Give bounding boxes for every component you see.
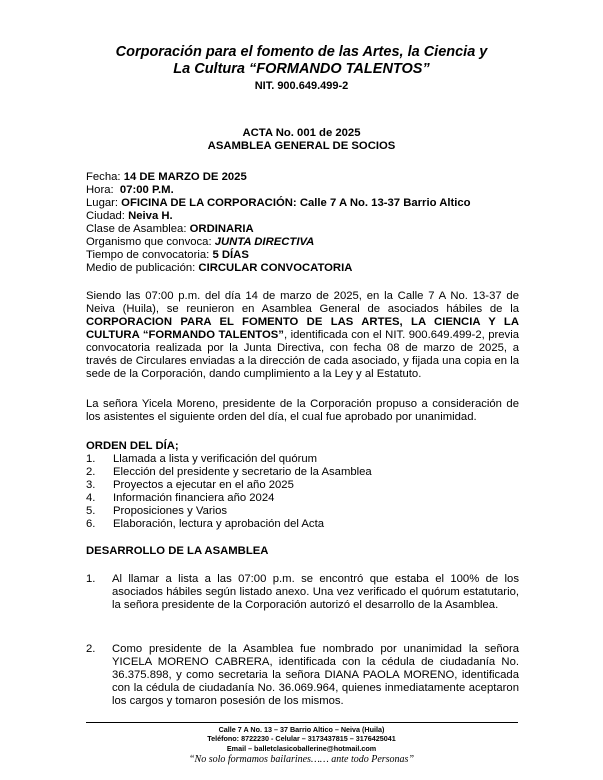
letterhead — [0, 44, 603, 93]
agenda-list — [86, 453, 519, 531]
development-title: DESARROLLO DE LA ASAMBLEA — [86, 545, 269, 557]
acta-subtitle: ASAMBLEA GENERAL DE SOCIOS — [207, 140, 396, 152]
agenda-item: 5. Proposiciones y Varios — [86, 505, 228, 517]
footer-address: Calle 7 A No. 13 – 37 Barrio Altico – Neiva (Huila) — [218, 725, 385, 734]
footer — [0, 725, 603, 766]
opening-paragraph: Siendo las 07:00 p.m. del día 14 de marzo de 2025, en la Calle 7 A No. 13-37 de Neiva (Huila), se reunieron en Asamblea General de asociados hábiles de la CORPORACION PARA EL FOMENTO DE LAS ARTES, LA CIENCIA Y LA CULTURA “FORMANDO TALENTOS”, identificada con el NIT. 900.649.499-2, previa convocatoria realizada por la Junta Directiva, con fecha 08 de marzo de 2025, a través de Circulares enviadas a la dirección de cada asociado, y fijada una copia en la sede de la Corporación, dando cumplimiento a la Ley y al Estatuto. — [86, 290, 519, 380]
agenda-item: 6. Elaboración, lectura y aprobación del Acta — [86, 518, 325, 530]
development-item: 2. Como presidente de la Asamblea fue nombrado por unanimidad la señora YICELA MORENO CABRERA, identificada con la cédula de ciudadanía No. 36.375.898, y como secretaria la señora DIANA PAOLA MORENO, identificada con la cédula de ciudadanía No. 36.069.964, quienes inmediatamente aceptaron los cargos y tomaron posesión de los mismos. — [86, 643, 519, 707]
acta-title — [0, 127, 603, 153]
organization-name-line1: Corporación para el fomento de las Artes, la Ciencia y — [115, 44, 488, 60]
field-tiempo-convocatoria: Tiempo de convocatoria: 5 DÍAS — [86, 249, 249, 261]
agenda-item: 1. Llamada a lista y verificación del quórum — [86, 453, 318, 465]
agenda-title: ORDEN DEL DÍA; — [86, 440, 179, 452]
footer-divider — [86, 722, 518, 723]
organization-name-line2: La Cultura “FORMANDO TALENTOS” — [173, 61, 430, 77]
agenda-item: 3. Proyectos a ejecutar en el año 2025 — [86, 479, 294, 491]
footer-slogan: “No solo formamos bailarines…… ante todo Personas” — [188, 753, 415, 765]
footer-phones: Teléfono: 8722230 - Celular – 3173437815 – 3176425041 — [207, 734, 396, 744]
agenda-item: 2. Elección del presidente y secretario de la Asamblea — [86, 466, 372, 478]
field-hora: Hora: 07:00 P.M. — [86, 184, 174, 196]
field-clase-asamblea: Clase de Asamblea: ORDINARIA — [86, 223, 254, 235]
footer-email: Email – balletclasicoballerine@hotmail.com — [226, 743, 377, 753]
agenda-item: 4. Información financiera año 2024 — [86, 492, 275, 504]
field-medio-publicacion: Medio de publicación: CIRCULAR CONVOCATORIA — [86, 262, 353, 274]
acta-number: ACTA No. 001 de 2025 — [242, 127, 361, 139]
organization-nit: NIT. 900.649.499-2 — [254, 80, 349, 92]
agenda-intro-paragraph: La señora Yicela Moreno, presidente de la Corporación propuso a consideración de los asistentes el siguiente orden del día, el cual fue aprobado por unanimidad. — [86, 398, 519, 423]
field-lugar: Lugar: OFICINA DE LA CORPORACIÓN: Calle 7 A No. 13-37 Barrio Altico — [86, 197, 471, 209]
meeting-details — [86, 171, 519, 275]
field-ciudad: Ciudad: Neiva H. — [86, 210, 173, 222]
field-organismo: Organismo que convoca: JUNTA DIRECTIVA — [86, 236, 315, 248]
development-item: 1. Al llamar a lista a las 07:00 p.m. se encontró que estaba el 100% de los asociados hábiles según listado anexo. Una vez verificado el quórum estatutario, la señora presidente de la Corporación autorizó el desarrollo de la Asamblea. — [86, 573, 519, 611]
field-fecha: Fecha: 14 DE MARZO DE 2025 — [86, 171, 247, 183]
